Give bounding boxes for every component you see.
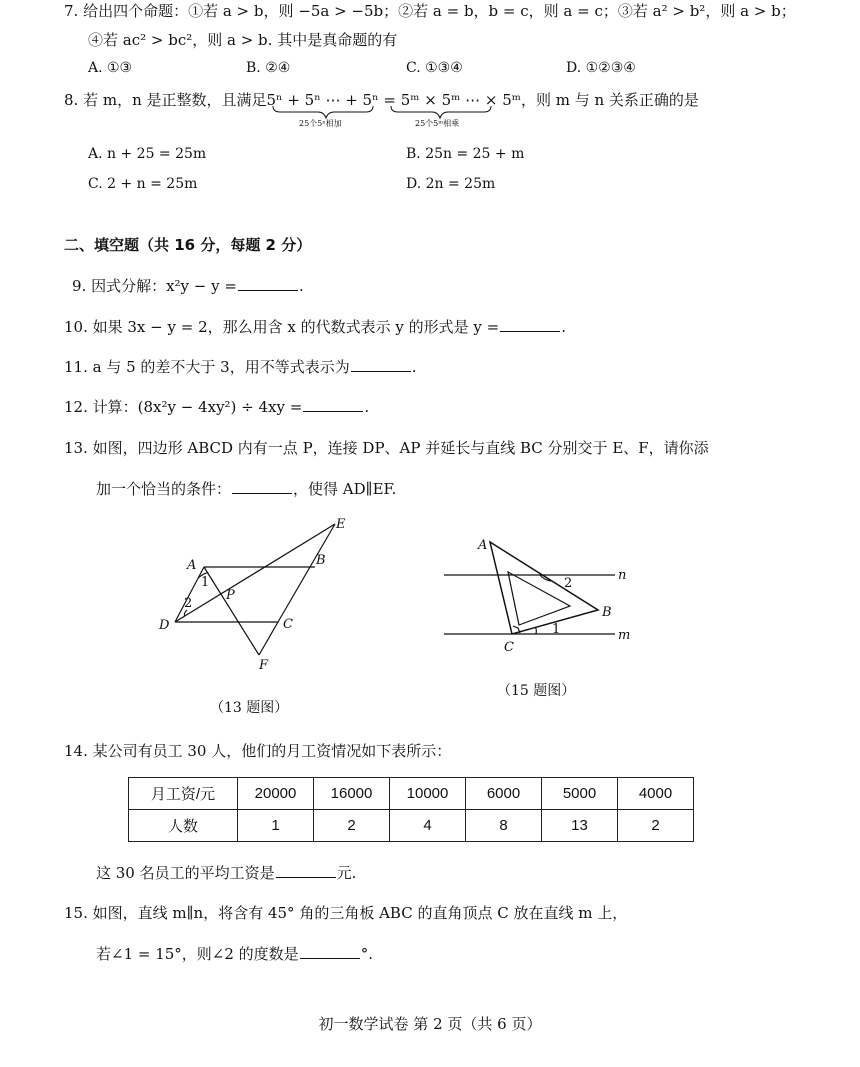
q8-options-row2 [0,176,860,196]
section-heading: 二、填空题（共 16 分，每题 2 分） [64,236,312,254]
fig15-label-n: n [618,568,627,583]
q7-option-b: B. ②④ [246,60,291,76]
fig13-angle-1-label: 1 [201,575,210,590]
q12-answer-blank[interactable] [303,397,363,412]
fig15-angle-2-label: 2 [564,576,573,591]
angle-2-arc [540,575,551,581]
q9-answer-blank[interactable] [238,276,298,291]
table-cell: 2 [314,810,390,842]
q10-text: 10. 如果 3x − y = 2，那么用含 x 的代数式表示 y 的形式是 y = [64,318,500,336]
q14-answer-blank[interactable] [276,863,336,878]
table-cell: 1 [238,810,314,842]
table-cell: 6000 [466,778,542,810]
q12-text: 12. 计算：(8x²y − 4xy²) ÷ 4xy = [64,398,303,416]
fig13-label-p: P [226,588,235,603]
fig15-caption: （15 题图） [497,683,576,699]
table-cell: 16000 [314,778,390,810]
q7-line1: 7. 给出四个命题：①若 a > b，则 −5a > −5b；②若 a = b，b = c，则 a = c；③若 a² > b²，则 a > b； [64,2,796,20]
q7-option-a: A. ①③ [88,60,133,76]
figure-13 [150,512,360,677]
segment-eb-c [278,524,335,622]
fig13-label-f: F [259,658,269,673]
segment-de [175,524,335,622]
q8-options-row1 [0,146,860,166]
q15-line2-post: °. [360,945,373,963]
angle-1-arc [535,627,536,634]
fig13-caption: （13 题图） [210,700,289,716]
triangle-abc [490,542,598,634]
q8-sum-label: 25个5ⁿ相加 [299,119,342,128]
q10-period: . [561,318,566,336]
table-cell: 2 [618,810,694,842]
q13-line2 [96,478,396,499]
q14-question [96,862,356,883]
fig13-label-b: B [316,553,326,568]
q14-question-post: 元. [336,864,357,882]
q10-answer-blank[interactable] [500,317,560,332]
q15-answer-blank[interactable] [300,944,360,959]
table-cell: 10000 [390,778,466,810]
q8-option-d: D. 2n = 25m [406,176,496,192]
figure-15 [440,530,640,660]
fig15-angle-1-label: 1 [552,622,561,637]
table-cell: 8 [466,810,542,842]
table-cell: 20000 [238,778,314,810]
q8-option-b: B. 25n = 25 + m [406,146,525,162]
table-row-wages [129,778,694,810]
q13-line2-pre: 加一个恰当的条件： [96,480,232,498]
q12 [64,396,369,417]
q7-option-d: D. ①②③④ [566,60,636,76]
product-underbrace [391,106,491,118]
fig13-label-e: E [336,517,346,532]
fig15-label-m: m [618,628,631,643]
segment-af [204,567,259,655]
q13-answer-blank[interactable] [232,479,292,494]
table-header-wage: 月工资/元 [129,778,238,810]
q15-line2 [96,943,373,964]
q12-period: . [364,398,370,416]
q9 [72,275,304,296]
q7-line2: ④若 ac² > bc²，则 a > b. 其中是真命题的有 [88,31,398,49]
q11-answer-blank[interactable] [351,357,411,372]
triangle-inner-cutout [508,572,573,625]
q8-prod-label: 25个5ᵐ相乘 [415,119,460,128]
q8-suffix: ，则 m 与 n 关系正确的是 [520,91,699,109]
table-cell: 13 [542,810,618,842]
q13-line1: 13. 如图，四边形 ABCD 内有一点 P，连接 DP、AP 并延长与直线 BC 分别交于 E、F，请你添 [64,439,709,457]
fig13-angle-2-label: 2 [184,596,193,611]
q14-stem: 14. 某公司有员工 30 人，他们的月工资情况如下表所示： [64,742,452,760]
segment-cf [259,622,278,655]
q9-text: 9. 因式分解：x²y − y = [72,277,237,295]
right-angle-mark [513,626,520,633]
table-header-count: 人数 [129,810,238,842]
q8-sum-expr: 5ⁿ + 5ⁿ ⋯ + 5ⁿ [266,91,379,109]
fig15-label-c: C [504,640,514,655]
q11-period: . [411,358,417,376]
q14-question-pre: 这 30 名员工的平均工资是 [96,864,275,882]
q15-line1: 15. 如图，直线 m∥n，将含有 45° 角的三角板 ABC 的直角顶点 C 放在直线 m 上， [64,904,628,922]
q7-option-c: C. ①③④ [406,60,463,76]
q8-option-a: A. n + 25 = 25m [88,146,207,162]
q9-period: . [298,277,304,295]
table-cell: 5000 [542,778,618,810]
fig13-label-a: A [187,558,197,573]
q10 [64,316,566,337]
fig15-label-b: B [602,605,612,620]
q11 [64,356,417,377]
q8-equals: = [383,91,396,109]
q8-prefix: 8. 若 m，n 是正整数，且满足 [64,91,267,109]
table-row-counts [129,810,694,842]
q11-text: 11. a 与 5 的差不大于 3，用不等式表示为 [64,358,350,376]
table-cell: 4 [390,810,466,842]
wage-table [128,777,694,842]
q7-options [0,60,860,80]
q8-prod-expr: 5ᵐ × 5ᵐ ⋯ × 5ᵐ [400,91,521,109]
fig13-label-c: C [283,617,293,632]
q13-line2-post: ，使得 AD∥EF. [293,480,397,498]
q8-option-c: C. 2 + n = 25m [88,176,198,192]
table-cell: 4000 [618,778,694,810]
fig15-label-a: A [478,538,488,553]
page-footer: 初一数学试卷 第 2 页（共 6 页） [318,1015,542,1033]
q15-line2-pre: 若∠1 = 15°，则∠2 的度数是 [96,945,299,963]
fig13-label-d: D [159,618,170,633]
sum-underbrace [273,106,373,118]
